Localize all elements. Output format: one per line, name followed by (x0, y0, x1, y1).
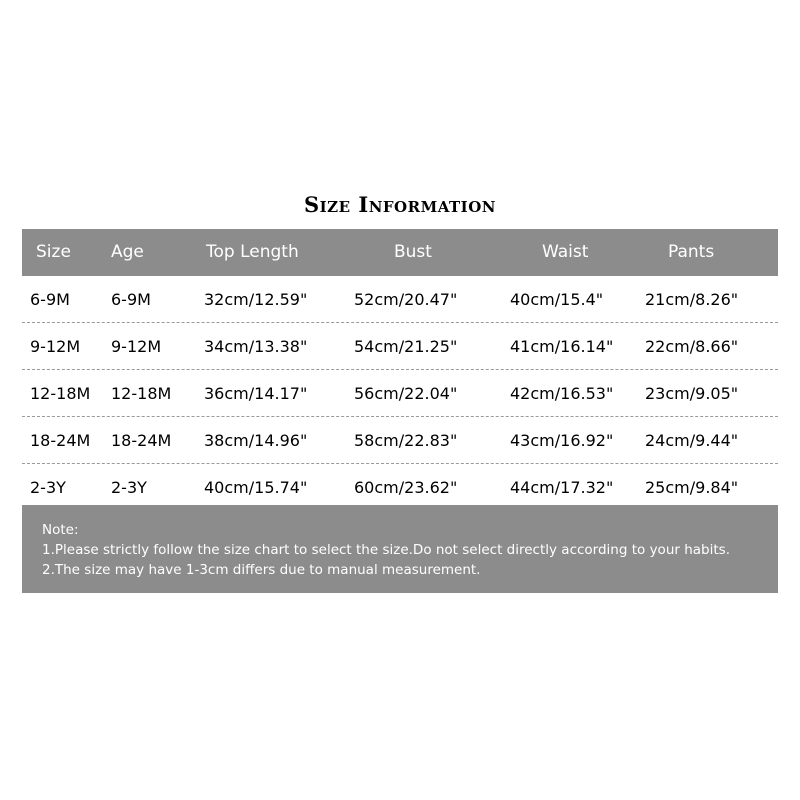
note-line: 1.Please strictly follow the size chart to select the size.Do not select directly according to your habits. (42, 542, 730, 558)
cell-bust: 52cm/20.47" (354, 290, 458, 309)
table-row (22, 464, 778, 511)
cell-age: 2-3Y (111, 478, 147, 497)
header-pants: Pants (668, 242, 715, 262)
cell-pants: 23cm/9.05" (645, 384, 739, 403)
cell-age: 9-12M (111, 337, 162, 356)
cell-top-length: 34cm/13.38" (204, 337, 308, 356)
cell-size: 12-18M (30, 384, 91, 403)
note-line: 2.The size may have 1-3cm differs due to manual measurement. (42, 562, 481, 578)
cell-waist: 44cm/17.32" (510, 478, 614, 497)
table-row (22, 323, 778, 370)
header-waist: Waist (542, 242, 589, 262)
header-top-length: Top Length (206, 242, 299, 262)
cell-pants: 24cm/9.44" (645, 431, 739, 450)
cell-bust: 54cm/21.25" (354, 337, 458, 356)
cell-waist: 42cm/16.53" (510, 384, 614, 403)
cell-size: 2-3Y (30, 478, 66, 497)
page-title: Size Information (304, 192, 496, 217)
note-heading: Note: (42, 522, 79, 538)
table-row (22, 417, 778, 464)
size-table (22, 229, 778, 511)
header-bust: Bust (394, 242, 432, 262)
cell-age: 12-18M (111, 384, 172, 403)
table-row (22, 370, 778, 417)
header-size: Size (36, 242, 71, 262)
header-age: Age (111, 242, 144, 262)
cell-waist: 43cm/16.92" (510, 431, 614, 450)
table-row (22, 276, 778, 323)
cell-pants: 25cm/9.84" (645, 478, 739, 497)
cell-bust: 58cm/22.83" (354, 431, 458, 450)
table-header-row (22, 229, 778, 276)
cell-pants: 22cm/8.66" (645, 337, 739, 356)
cell-age: 18-24M (111, 431, 172, 450)
cell-top-length: 38cm/14.96" (204, 431, 308, 450)
cell-size: 18-24M (30, 431, 91, 450)
cell-bust: 56cm/22.04" (354, 384, 458, 403)
note-box (22, 505, 778, 593)
cell-waist: 40cm/15.4" (510, 290, 604, 309)
cell-bust: 60cm/23.62" (354, 478, 458, 497)
cell-waist: 41cm/16.14" (510, 337, 614, 356)
cell-top-length: 40cm/15.74" (204, 478, 308, 497)
cell-size: 9-12M (30, 337, 81, 356)
cell-top-length: 32cm/12.59" (204, 290, 308, 309)
cell-size: 6-9M (30, 290, 70, 309)
cell-age: 6-9M (111, 290, 151, 309)
cell-pants: 21cm/8.26" (645, 290, 739, 309)
cell-top-length: 36cm/14.17" (204, 384, 308, 403)
